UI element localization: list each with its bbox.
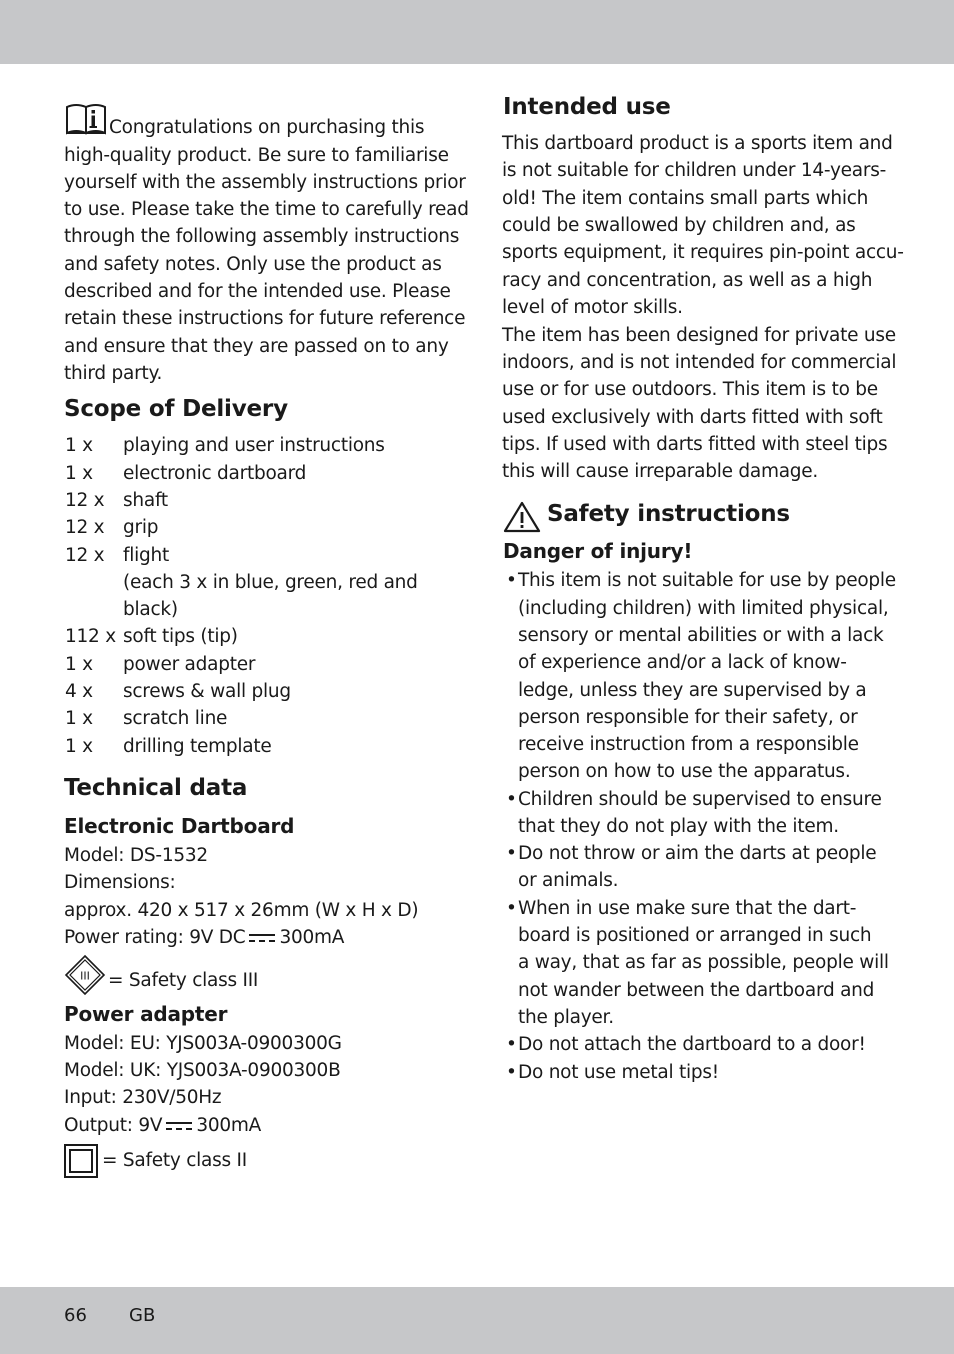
intro-line: high-quality product. Be sure to familiarise (64, 145, 449, 166)
intended-line: is not suitable for children under 14-years- (502, 160, 887, 181)
safety-line: sensory or mental abilities or with a lack (518, 625, 884, 646)
intro-line: third party. (64, 363, 163, 384)
scope-desc: drilling template (123, 736, 272, 757)
scope-desc: playing and user instructions (123, 435, 385, 456)
scope-qty: 1 x (65, 463, 93, 484)
power-rating (64, 924, 344, 951)
language-code: GB (129, 1305, 156, 1326)
bullet-icon: • (506, 1034, 517, 1055)
warning-triangle-icon (503, 501, 541, 533)
safety-line: person on how to use the apparatus. (518, 761, 851, 782)
scope-desc: flight (123, 545, 170, 566)
intended-line: tips. If used with darts fitted with steel tips (502, 434, 888, 455)
safety-line: not wander between the dartboard and (518, 980, 875, 1001)
safety-line: This item is not suitable for use by people (518, 570, 896, 591)
safety-class-2-text: = Safety class II (102, 1150, 247, 1171)
page-number: 66 (64, 1305, 87, 1326)
scope-qty: 1 x (65, 708, 93, 729)
safety-class-3-label: III (80, 969, 90, 983)
intended-line: sports equipment, it requires pin-point accu- (502, 242, 904, 263)
scope-qty: 12 x (65, 517, 105, 538)
safety-line: the player. (518, 1007, 614, 1028)
safety-line: (including children) with limited physical, (518, 598, 889, 619)
scope-desc: shaft (123, 490, 168, 511)
adapter-model-eu: Model: EU: YJS003A-0900300G (64, 1033, 342, 1054)
scope-qty: 12 x (65, 545, 105, 566)
scope-desc: scratch line (123, 708, 228, 729)
safety-line: Children should be supervised to ensure (518, 789, 882, 810)
safety-line: ledge, unless they are supervised by a (518, 680, 867, 701)
intro-line: described and for the intended use. Please (64, 281, 451, 302)
intended-line: This dartboard product is a sports item and (502, 133, 893, 154)
scope-desc: power adapter (123, 654, 256, 675)
bullet-icon: • (506, 898, 517, 919)
intended-line: level of motor skills. (502, 297, 683, 318)
scope-qty: 1 x (65, 736, 93, 757)
danger-subheading: Danger of injury! (503, 539, 693, 563)
scope-qty: 112 x (65, 626, 116, 647)
power-rating-prefix: Power rating: 9V DC (64, 927, 246, 948)
scope-qty: 4 x (65, 681, 93, 702)
safety-line: of experience and/or a lack of know- (518, 652, 847, 673)
scope-desc: grip (123, 517, 159, 538)
board-model: Model: DS-1532 (64, 845, 208, 866)
scope-desc: black) (123, 599, 178, 620)
safety-line: or animals. (518, 870, 619, 891)
intro-line: and ensure that they are passed on to any (64, 336, 449, 357)
safety-line: Do not attach the dartboard to a door! (518, 1034, 866, 1055)
scope-desc: electronic dartboard (123, 463, 307, 484)
safety-line: that they do not play with the item. (518, 816, 839, 837)
bullet-icon: • (506, 789, 517, 810)
safety-line: receive instruction from a responsible (518, 734, 859, 755)
adapter-model-uk: Model: UK: YJS003A-0900300B (64, 1060, 341, 1081)
safety-line: a way, that as far as possible, people will (518, 952, 889, 973)
scope-heading: Scope of Delivery (64, 396, 288, 422)
safety-heading: Safety instructions (547, 501, 790, 527)
power-rating-suffix: 300mA (279, 927, 345, 948)
safety-line: Do not use metal tips! (518, 1062, 719, 1083)
intro-line: through the following assembly instructions (64, 226, 460, 247)
safety-line: When in use make sure that the dart- (518, 898, 857, 919)
safety-class-3-icon (64, 954, 106, 996)
intended-line: indoors, and is not intended for commercial (502, 352, 897, 373)
safety-line: Do not throw or aim the darts at people (518, 843, 877, 864)
intended-line: racy and concentration, as well as a high (502, 270, 873, 291)
safety-line: person responsible for their safety, or (518, 707, 858, 728)
dimensions-label: Dimensions: (64, 872, 176, 893)
adapter-output-suffix: 300mA (196, 1115, 262, 1136)
scope-desc: screws & wall plug (123, 681, 291, 702)
intended-line: this will cause irreparable damage. (502, 461, 819, 482)
intro-line: yourself with the assembly instructions prior (64, 172, 466, 193)
footer-bar (0, 1287, 954, 1354)
intended-line: could be swallowed by children and, as (502, 215, 856, 236)
scope-qty: 1 x (65, 654, 93, 675)
bullet-icon: • (506, 1062, 517, 1083)
intended-line: The item has been designed for private use (502, 325, 896, 346)
adapter-subheading: Power adapter (64, 1002, 228, 1026)
adapter-input: Input: 230V/50Hz (64, 1087, 222, 1108)
dc-symbol-icon (249, 932, 275, 944)
safety-line: board is positioned or arranged in such (518, 925, 872, 946)
info-book-icon (65, 101, 107, 137)
intro-line: Congratulations on purchasing this (109, 117, 425, 138)
technical-heading: Technical data (64, 775, 248, 801)
adapter-output-prefix: Output: 9V (64, 1115, 163, 1136)
intended-line: old! The item contains small parts which (502, 188, 869, 209)
scope-qty: 12 x (65, 490, 105, 511)
header-bar (0, 0, 954, 64)
safety-class-3-text: = Safety class III (108, 970, 259, 991)
intended-line: use or for use outdoors. This item is to be (502, 379, 878, 400)
scope-desc: (each 3 x in blue, green, red and (123, 572, 418, 593)
intro-line: to use. Please take the time to carefully read (64, 199, 469, 220)
intended-line: used exclusively with darts fitted with soft (502, 407, 883, 428)
dc-symbol-icon (166, 1120, 192, 1132)
scope-qty: 1 x (65, 435, 93, 456)
intro-line: retain these instructions for future reference (64, 308, 466, 329)
intended-heading: Intended use (503, 94, 671, 120)
safety-class-2-icon (64, 1144, 98, 1178)
board-subheading: Electronic Dartboard (64, 814, 295, 838)
adapter-output (64, 1112, 261, 1139)
bullet-icon: • (506, 843, 517, 864)
dimensions-value: approx. 420 x 517 x 26mm (W x H x D) (64, 900, 419, 921)
bullet-icon: • (506, 570, 517, 591)
intro-line: and safety notes. Only use the product as (64, 254, 442, 275)
scope-desc: soft tips (tip) (123, 626, 238, 647)
